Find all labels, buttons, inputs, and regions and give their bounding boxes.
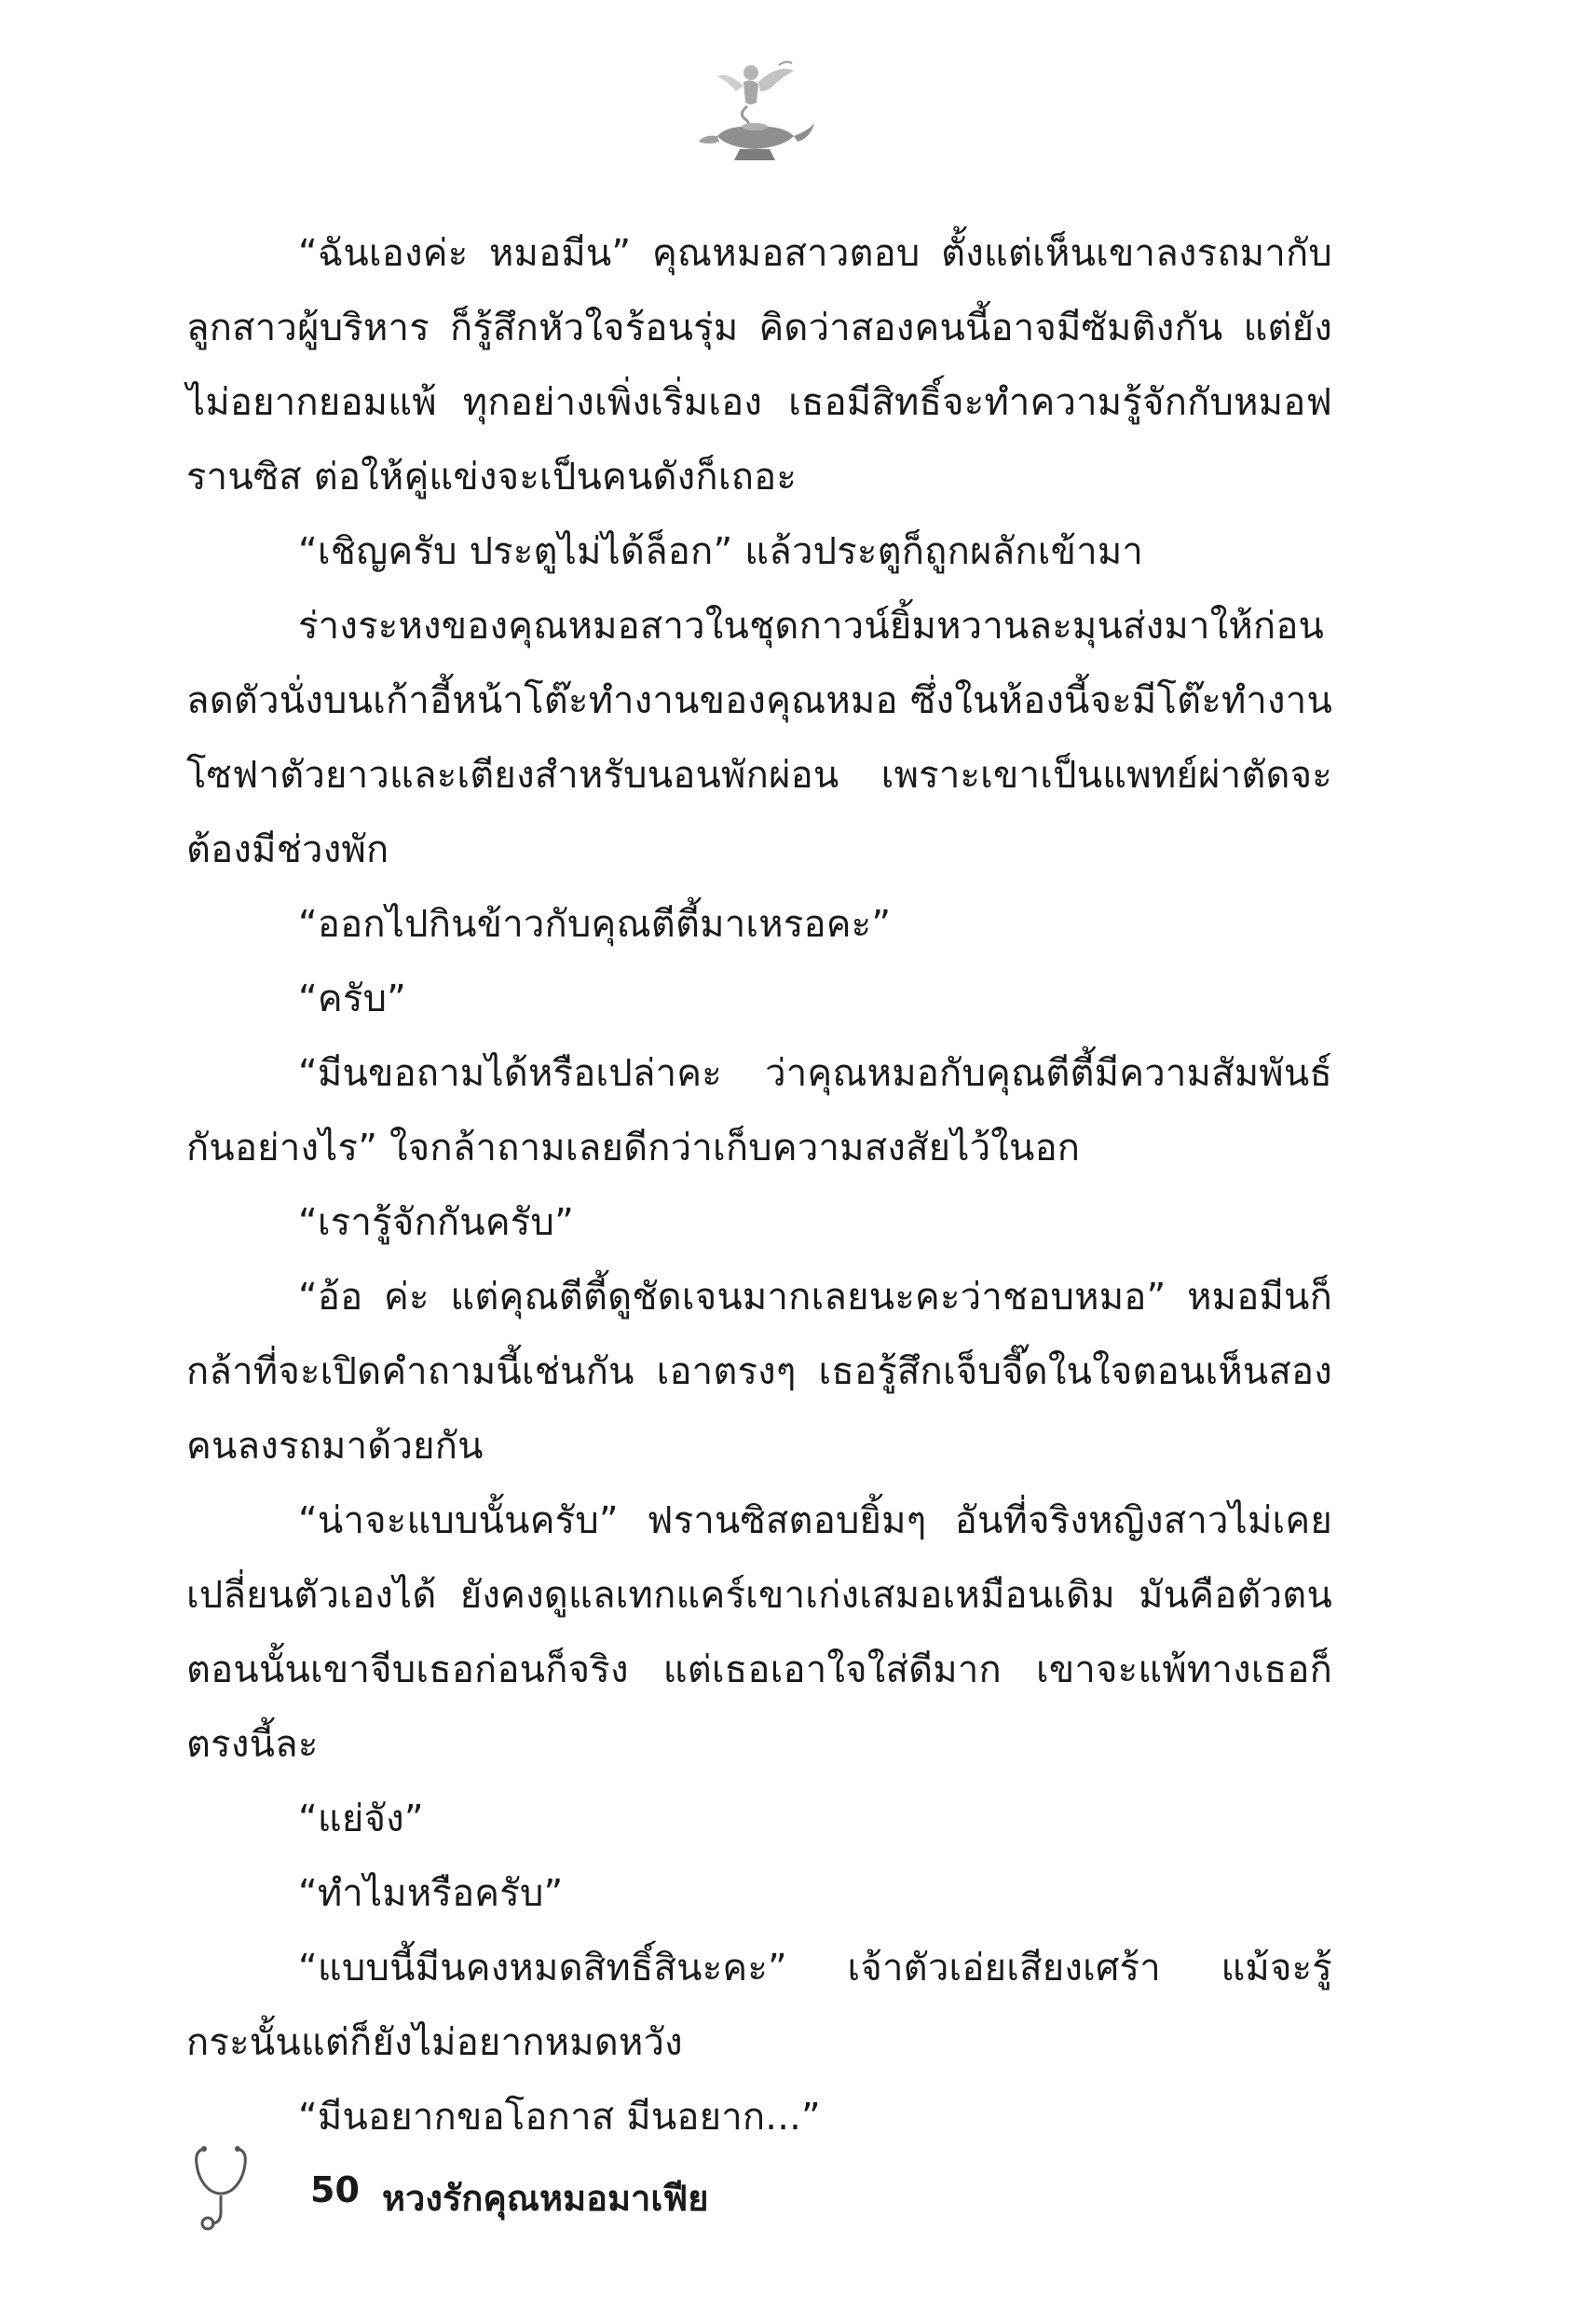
paragraph: “ทำไมหรือครับ” xyxy=(298,1872,564,1915)
book-title: หวงรักคุณหมอมาเฟีย xyxy=(382,2178,709,2219)
paragraph: “อ้อ ค่ะ แต่คุณตีตี้ดูชัดเจนมากเลยนะคะว่าชอบหมอ” หมอมีนก็กล้าที่จะเปิดคำถามนี้เช่นกัน เอาตรงๆ เธอรู้สึกเจ็บจี๊ดในใจตอนเห็นสองคนลงรถมาด้วยกัน xyxy=(186,1276,1332,1468)
paragraph: “ออกไปกินข้าวกับคุณตีตี้มาเหรอคะ” xyxy=(298,903,892,946)
page-number: 50 xyxy=(310,2169,360,2210)
paragraph: “ฉันเองค่ะ หมอมีน” คุณหมอสาวตอบ ตั้งแต่เห็นเขาลงรถมากับลูกสาวผู้บริหาร ก็รู้สึกหัวใจร้อนรุ่ม คิดว่าสองคนนี้อาจมีซัมติงกัน แต่ยังไม่อยากยอมแพ้ ทุกอย่างเพิ่งเริ่มเอง เธอมีสิทธิ์จะทำความรู้จักกับหมอฟรานซิส ต่อให้คู่แข่งจะเป็นคนดังก็เถอะ xyxy=(186,232,1332,499)
paragraph: ร่างระหงของคุณหมอสาวในชุดกาวน์ยิ้มหวานละมุนส่งมาให้ก่อนลดตัวนั่งบนเก้าอี้หน้าโต๊ะทำงานของคุณหมอ ซึ่งในห้องนี้จะมีโต๊ะทำงาน โซฟาตัวยาวและเตียงสำหรับนอนพักผ่อน เพราะเขาเป็นแพทย์ผ่าตัดจะต้องมีช่วงพัก xyxy=(186,605,1332,871)
paragraph: “แย่จัง” xyxy=(298,1798,424,1840)
paragraph: “เรารู้จักกันครับ” xyxy=(298,1201,574,1244)
paragraph: “มีนขอถามได้หรือเปล่าคะ ว่าคุณหมอกับคุณตีตี้มีความสัมพันธ์กันอย่างไร” ใจกล้าถามเลยดีกว่าเก็บความสงสัยไว้ในอก xyxy=(186,1052,1332,1169)
page-footer xyxy=(191,2143,1030,2236)
paragraph: “แบบนี้มีนคงหมดสิทธิ์สินะคะ” เจ้าตัวเอ่ยเสียงเศร้า แม้จะรู้กระนั้นแต่ก็ยังไม่อยากหมดหวัง xyxy=(186,1947,1332,2064)
paragraph: “ครับ” xyxy=(298,978,407,1020)
genie-lamp-cupid-icon xyxy=(689,58,820,170)
paragraph: “มีนอยากขอโอกาส มีนอยาก...” xyxy=(298,2096,821,2139)
stethoscope-icon xyxy=(191,2143,251,2233)
paragraph: “เชิญครับ ประตูไม่ได้ล็อก” แล้วประตูก็ถูกผลักเข้ามา xyxy=(298,530,1144,573)
story-text xyxy=(186,216,1332,2154)
paragraph: “น่าจะแบบนั้นครับ” ฟรานซิสตอบยิ้มๆ อันที่จริงหญิงสาวไม่เคยเปลี่ยนตัวเองได้ ยังคงดูแลเทกแคร์เขาเก่งเสมอเหมือนเดิม มันคือตัวตน ตอนนั้นเขาจีบเธอก่อนก็จริง แต่เธอเอาใจใส่ดีมาก เขาจะแพ้ทางเธอก็ตรงนี้ละ xyxy=(186,1499,1332,1766)
